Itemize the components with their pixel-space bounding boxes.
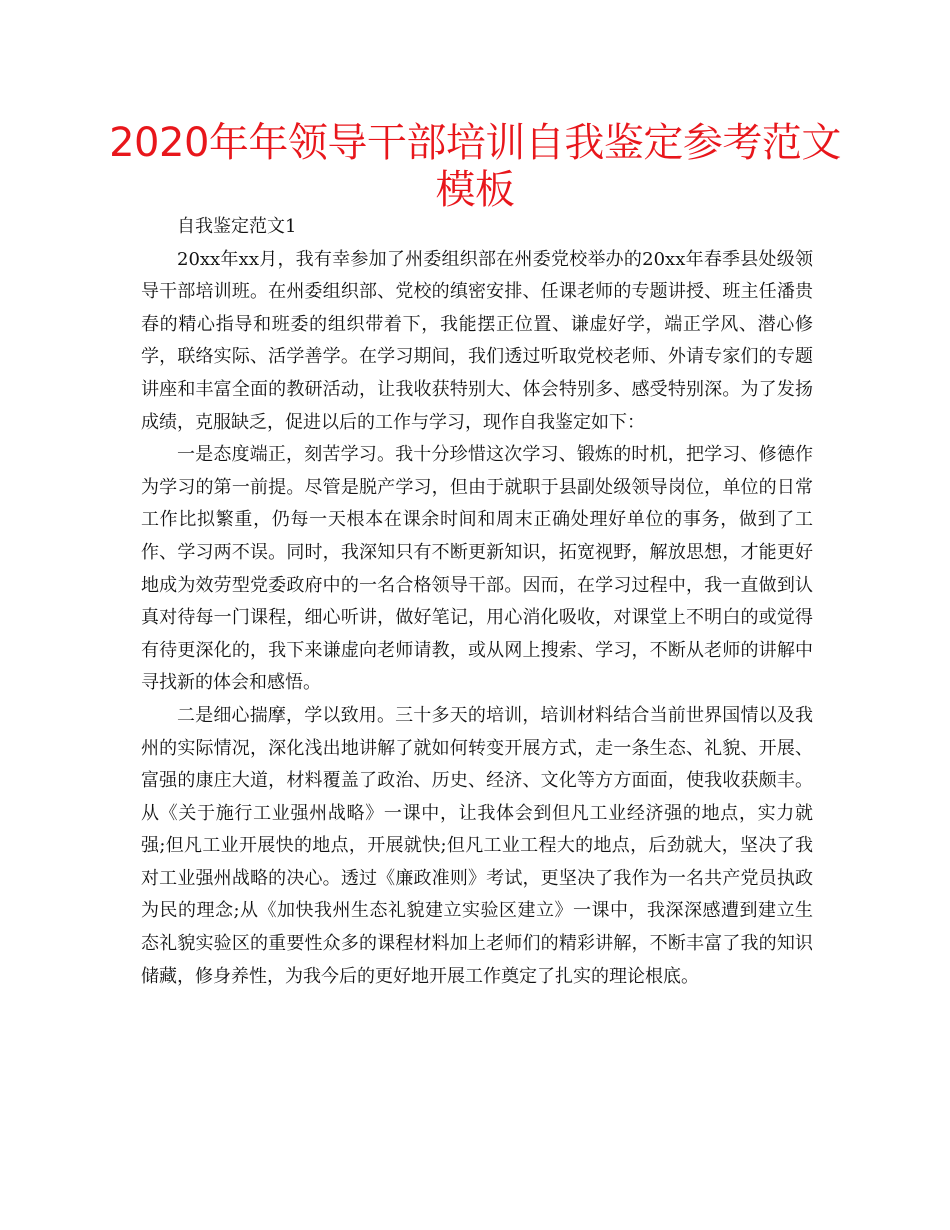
paragraph-point-2: 二是细心揣摩，学以致用。三十多天的培训，培训材料结合当前世界国情以及我州的实际情况，深化浅出地讲解了就如何转变开展方式，走一条生态、礼貌、开展、富强的康庄大道，材料覆盖了政治、历史、经济、文化等方方面面，使我收获颇丰。从《关于施行工业强州战略》一课中，让我体会到但凡工业经济强的地点，实力就强;但凡工业开展快的地点，开展就快;但凡工业工程大的地点，后劲就大，坚决了我对工业强州战略的决心。透过《廉政准则》考试，更坚决了我作为一名共产党员执政为民的理念;从《加快我州生态礼貌建立实验区建立》一课中，我深深感遭到建立生态礼貌实验区的重要性众多的课程材料加上老师们的精彩讲解，不断丰富了我的知识储藏，修身养性，为我今后的更好地开展工作奠定了扎实的理论根底。 (141, 704, 813, 987)
paragraph-intro: 20xx年xx月，我有幸参加了州委组织部在州委党校举办的20xx年春季县处级领导干部培训班。在州委组织部、党校的缜密安排、任课老师的专题讲授、班主任潘贵春的精心指导和班委的组织带着下，我能摆正位置、谦虚好学，端正学风、潜心修学，联络实际、活学善学。在学习期间，我们透过听取党校老师、外请专家们的专题讲座和丰富全面的教研活动，让我收获特别大、体会特别多、感受特别深。为了发扬成绩，克服缺乏，促进以后的工作与学习，现作自我鉴定如下： (141, 248, 813, 433)
section-heading: 自我鉴定范文1 (177, 216, 297, 237)
document-title-line-2: 模板 (435, 167, 515, 213)
paragraph-point-1: 一是态度端正，刻苦学习。我十分珍惜这次学习、锻炼的时机，把学习、修德作为学习的第一前提。尽管是脱产学习，但由于就职于县副处级领导岗位，单位的日常工作比拟繁重，仍每一天根本在课余时间和周末正确处理好单位的事务，做到了工作、学习两不误。同时，我深知只有不断更新知识，拓宽视野，解放思想，才能更好地成为效劳型党委政府中的一名合格领导干部。因而，在学习过程中，我一直做到认真对待每一门课程，细心听讲，做好笔记，用心消化吸收，对课堂上不明白的或觉得有待更深化的，我下来谦虚向老师请教，或从网上搜索、学习，不断从老师的讲解中寻找新的体会和感悟。 (141, 444, 813, 694)
document-body (141, 211, 813, 993)
document-title-line-1: 2020年年领导干部培训自我鉴定参考范文 (109, 120, 841, 166)
